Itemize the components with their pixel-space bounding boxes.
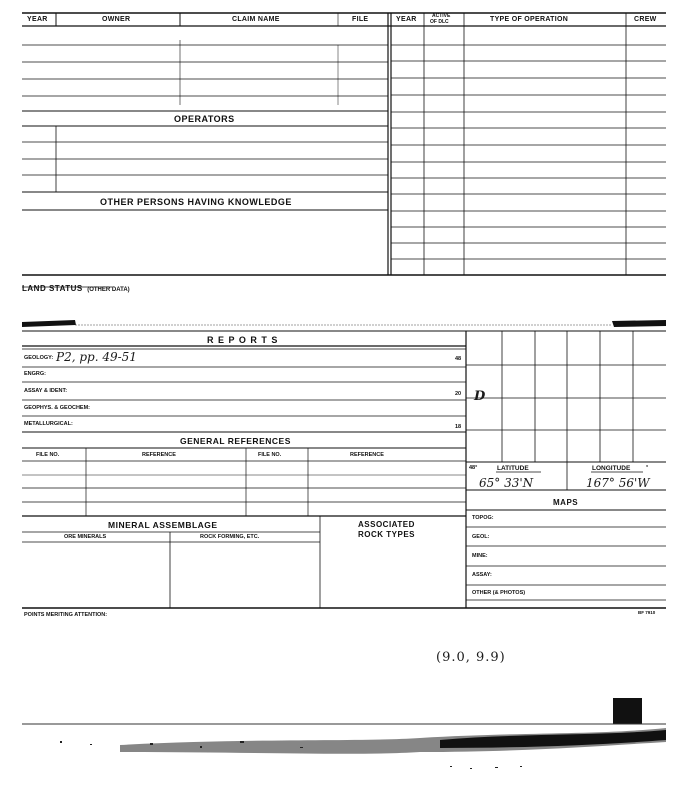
lat-degree-prefix: 48°: [469, 465, 478, 471]
ore-minerals-label: ORE MINERALS: [64, 534, 107, 540]
longitude-label: LONGITUDE: [592, 465, 631, 472]
longitude-suffix: °: [646, 465, 649, 471]
rock-types-label: ROCK TYPES: [358, 530, 416, 539]
longitude-value: 167° 56'W: [586, 476, 650, 490]
grid-number-48: 48: [455, 356, 462, 362]
assay-label: ASSAY & IDENT:: [24, 388, 68, 394]
operators-title: OPERATORS: [174, 114, 235, 124]
associated-label: ASSOCIATED: [358, 520, 415, 529]
grid-mark: D: [474, 389, 486, 404]
engrg-label: ENGRG:: [24, 371, 46, 377]
header-file: FILE: [352, 16, 369, 23]
land-status-sub: (OTHER DATA): [87, 287, 130, 293]
latitude-value: 65° 33'N: [479, 476, 534, 490]
land-status-label: LAND STATUS: [22, 284, 83, 293]
maps-geol: GEOL:: [472, 534, 490, 540]
col-file-no-1: FILE NO.: [36, 452, 60, 458]
metallurgical-label: METALLURGICAL:: [24, 421, 73, 427]
reports-title: R E P O R T S: [207, 335, 279, 345]
header-owner: OWNER: [102, 16, 131, 23]
latitude-label: LATITUDE: [497, 465, 529, 472]
geophys-label: GEOPHYS. & GEOCHEM:: [24, 405, 91, 411]
form-number: BF 7910: [638, 610, 656, 615]
header-year-right: YEAR: [396, 16, 417, 23]
grid-number-18: 18: [455, 424, 462, 430]
points-meriting-label: POINTS MERITING ATTENTION:: [24, 612, 108, 618]
maps-other: OTHER (& PHOTOS): [472, 590, 526, 596]
header-active-line2: OF DLC: [430, 19, 449, 25]
coordinates-note: (9.0, 9.9): [436, 650, 506, 665]
col-reference-1: REFERENCE: [142, 452, 176, 458]
general-references-title: GENERAL REFERENCES: [180, 436, 291, 446]
maps-topog: TOPOG:: [472, 515, 494, 521]
header-claim-name: CLAIM NAME: [232, 16, 280, 23]
header-year: YEAR: [27, 16, 48, 23]
grid-number-20: 20: [455, 391, 462, 397]
col-file-no-2: FILE NO.: [258, 452, 282, 458]
other-persons-title: OTHER PERSONS HAVING KNOWLEDGE: [100, 197, 292, 207]
maps-mine: MINE:: [472, 553, 488, 559]
header-crew: CREW: [634, 16, 657, 23]
header-type-of-operation: TYPE OF OPERATION: [490, 16, 569, 23]
land-status: [22, 278, 130, 296]
mineral-assemblage-title: MINERAL ASSEMBLAGE: [108, 520, 218, 530]
header-active-line1: ACTIVE: [432, 13, 451, 19]
maps-assay: ASSAY:: [472, 572, 492, 578]
col-reference-2: REFERENCE: [350, 452, 384, 458]
maps-title: MAPS: [553, 498, 579, 507]
rock-forming-label: ROCK FORMING, ETC.: [200, 534, 260, 540]
geology-value: P2, pp. 49-51: [56, 350, 137, 364]
geology-label: GEOLOGY:: [24, 355, 54, 361]
